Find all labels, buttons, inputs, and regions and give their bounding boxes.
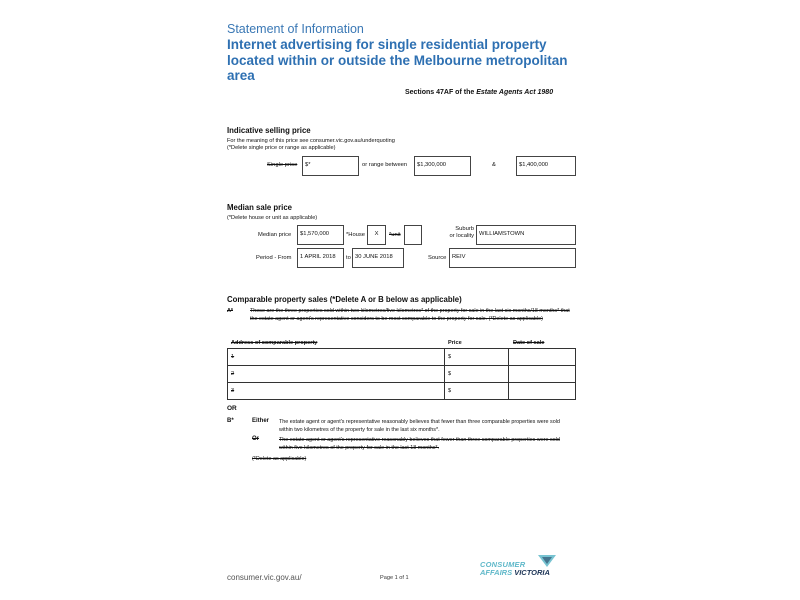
or2-label: Or <box>252 436 260 442</box>
suburb-label-line1: Suburb <box>455 226 474 232</box>
table-row <box>228 349 576 366</box>
address-cell[interactable] <box>228 366 445 383</box>
or2-text: The estate agent or agent's representative reasonably believes that fewer than three comparable properties were sold within five kilometres of the property for sale in the last 18 months*. <box>279 437 560 451</box>
suburb-label-line2: or locality <box>449 233 474 239</box>
col-price-header: Price <box>448 340 462 346</box>
option-a-label: A* <box>227 308 233 314</box>
option-b-label: B* <box>227 418 234 424</box>
period-from-label: Period - From <box>256 255 292 261</box>
table-row <box>228 366 576 383</box>
date-cell[interactable] <box>509 383 576 400</box>
cav-logo <box>480 553 580 581</box>
unit-label: *unit <box>389 232 401 238</box>
comparable-table <box>227 348 576 400</box>
or-label: OR <box>227 405 237 412</box>
col-address-header: Address of comparable property <box>231 340 318 346</box>
range-low-field[interactable]: $1,300,000 <box>414 156 471 176</box>
price-cell[interactable]: $ <box>445 349 509 366</box>
act-name: Estate Agents Act 1980 <box>476 89 554 96</box>
price-cell[interactable]: $ <box>445 366 509 383</box>
period-to-label: to <box>346 255 351 261</box>
document-label: Statement of Information <box>227 22 364 36</box>
range-high-field[interactable]: $1,400,000 <box>516 156 576 176</box>
table-row <box>228 383 576 400</box>
sections-reference <box>405 89 553 96</box>
delete-note: (*Delete as applicable) <box>252 456 307 462</box>
house-label: *House <box>346 232 366 238</box>
indicative-note-1: For the meaning of this price see consumer.vic.gov.au/underquoting <box>227 138 395 144</box>
suburb-label <box>441 226 474 240</box>
single-price-label: Single price <box>267 162 298 168</box>
row-number: 1 <box>231 354 235 360</box>
either-label: Either <box>252 418 270 424</box>
logo-line-2 <box>480 568 550 577</box>
house-field[interactable]: X <box>367 225 386 245</box>
page-number: Page 1 of 1 <box>380 575 409 581</box>
price-cell[interactable]: $ <box>445 383 509 400</box>
period-from-field[interactable]: 1 APRIL 2018 <box>297 248 344 268</box>
period-to-field[interactable]: 30 JUNE 2018 <box>352 248 404 268</box>
address-cell[interactable] <box>228 383 445 400</box>
row-number: 3 <box>231 388 235 394</box>
page-title: Internet advertising for single residential property located within or outside the Melbourne metropolitan area <box>227 37 568 83</box>
row-number: 2 <box>231 371 235 377</box>
sections-text: Sections 47AF of the <box>405 89 475 96</box>
median-price-field[interactable]: $1,570,000 <box>297 225 344 245</box>
date-cell[interactable] <box>509 366 576 383</box>
indicative-note-2: (*Delete single price or range as applicable) <box>227 145 336 151</box>
range-amp: & <box>492 162 496 168</box>
unit-field[interactable] <box>404 225 422 245</box>
median-heading: Median sale price <box>227 203 293 212</box>
source-label: Source <box>428 255 447 261</box>
address-cell[interactable] <box>228 349 445 366</box>
col-date-header: Date of sale <box>513 340 545 346</box>
date-cell[interactable] <box>509 349 576 366</box>
logo-affairs: AFFAIRS <box>480 568 513 577</box>
indicative-heading: Indicative selling price <box>227 126 311 135</box>
range-label: or range between <box>362 162 408 168</box>
single-price-field[interactable]: $* <box>302 156 359 176</box>
option-a-text: These are the three properties sold within two kilometres/five kilometres* of the property for sale in the last six months/18 months* that the estate agent or agent's representative considers to be most comparable to the property for sale. (*Delete as applicable) <box>250 308 570 322</box>
logo-victoria: VICTORIA <box>514 568 550 577</box>
footer-url[interactable]: consumer.vic.gov.au/ <box>227 573 302 582</box>
median-price-label: Median price <box>258 232 292 238</box>
either-text: The estate agent or agent's representative reasonably believes that fewer than three comparable properties were sold within two kilometres of the property for sale in the last six months*. <box>279 419 560 433</box>
suburb-field[interactable]: WILLIAMSTOWN <box>476 225 576 245</box>
comparable-heading: Comparable property sales (*Delete A or B below as applicable) <box>227 295 462 304</box>
source-field[interactable]: REIV <box>449 248 576 268</box>
median-note: (*Delete house or unit as applicable) <box>227 215 318 221</box>
logo-line-1: CONSUMER <box>480 560 526 569</box>
